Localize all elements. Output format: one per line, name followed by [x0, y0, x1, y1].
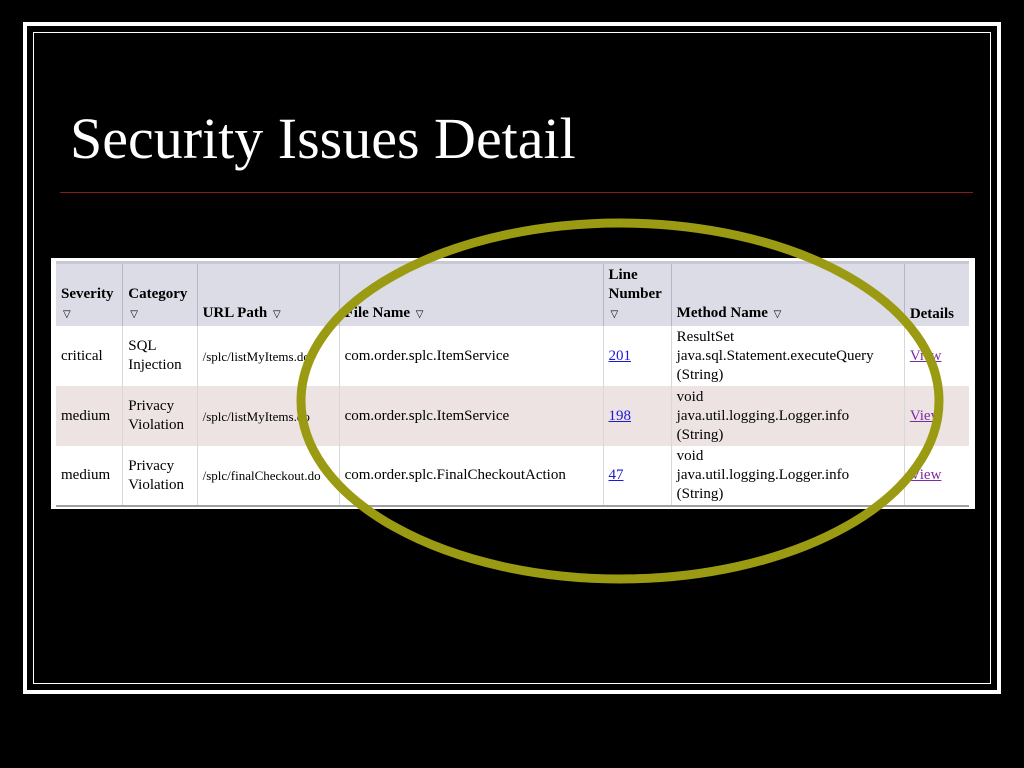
- details-cell: [904, 446, 969, 506]
- issues-table: [56, 261, 969, 507]
- sort-arrow-icon[interactable]: ▽: [415, 309, 424, 320]
- column-header-label: Line Number: [608, 267, 662, 302]
- file-name-cell: com.order.splc.ItemService: [339, 386, 603, 446]
- details-cell: [904, 386, 969, 446]
- url-path-cell: /splc/listMyItems.do: [197, 386, 339, 446]
- url-path-cell: /splc/finalCheckout.do: [197, 446, 339, 506]
- url-path-cell: /splc/listMyItems.do: [197, 326, 339, 386]
- column-header-label: Severity: [61, 286, 114, 302]
- line-number-link[interactable]: 198: [608, 407, 631, 424]
- line-number-link[interactable]: 47: [608, 467, 624, 483]
- line-number-cell: [603, 386, 671, 446]
- file-name-cell: com.order.splc.ItemService: [339, 326, 603, 386]
- column-header-category[interactable]: [123, 263, 197, 327]
- line-number-cell: [603, 326, 671, 386]
- severity-cell: medium: [56, 446, 123, 506]
- view-details-link[interactable]: View: [909, 347, 942, 364]
- column-header-label: Category: [128, 286, 188, 302]
- method-name-cell: void java.util.logging.Logger.info (String): [671, 446, 904, 506]
- title-divider: [60, 192, 973, 193]
- method-name-cell: void java.util.logging.Logger.info (String): [671, 386, 904, 446]
- column-header-line-number[interactable]: [603, 263, 671, 327]
- sort-arrow-icon[interactable]: ▽: [773, 309, 782, 320]
- column-header-label: URL Path: [202, 305, 268, 321]
- category-cell: Privacy Violation: [123, 446, 197, 506]
- table-row: [56, 326, 969, 386]
- column-header-url-path[interactable]: [197, 263, 339, 327]
- sort-arrow-icon[interactable]: ▽: [272, 309, 281, 320]
- column-header-label: File Name: [344, 305, 410, 321]
- issues-table-panel: [51, 258, 975, 509]
- line-number-link[interactable]: 201: [608, 347, 631, 364]
- table-row: [56, 386, 969, 446]
- category-cell: SQL Injection: [123, 326, 197, 386]
- details-cell: [904, 326, 969, 386]
- table-row: [56, 446, 969, 506]
- line-number-cell: [603, 446, 671, 506]
- view-details-link[interactable]: View: [909, 467, 942, 483]
- column-header-method-name[interactable]: [671, 263, 904, 327]
- column-header-severity[interactable]: [56, 263, 123, 327]
- severity-cell: critical: [56, 326, 123, 386]
- category-cell: Privacy Violation: [123, 386, 197, 446]
- slide-title: Security Issues Detail: [70, 106, 576, 171]
- column-header-details: [904, 263, 969, 327]
- sort-arrow-icon[interactable]: ▽: [130, 309, 138, 320]
- column-header-label: Method Name: [676, 305, 768, 321]
- view-details-link[interactable]: View: [909, 407, 942, 424]
- sort-arrow-icon[interactable]: ▽: [63, 309, 71, 320]
- severity-cell: medium: [56, 386, 123, 446]
- column-header-label: Details: [909, 306, 954, 322]
- table-header-row: [56, 263, 969, 327]
- sort-arrow-icon[interactable]: ▽: [610, 309, 619, 320]
- column-header-file-name[interactable]: [339, 263, 603, 327]
- method-name-cell: ResultSet java.sql.Statement.executeQuery (String): [671, 326, 904, 386]
- file-name-cell: com.order.splc.FinalCheckoutAction: [339, 446, 603, 506]
